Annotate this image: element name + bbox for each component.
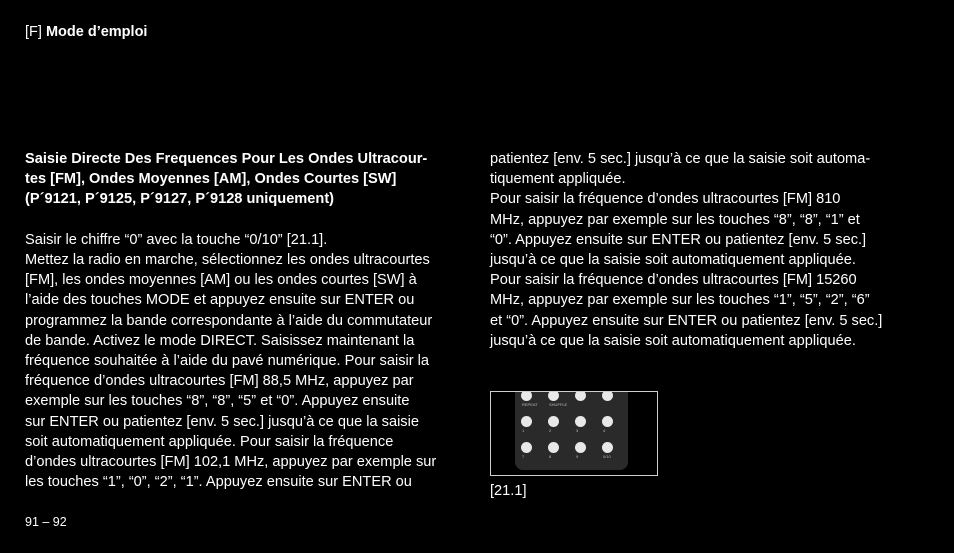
- remote-control-figure: [490, 391, 658, 476]
- text-line: d’ondes ultracourtes [FM] 102,1 MHz, appuyez par exemple sur: [25, 454, 437, 471]
- text-line: Pour saisir la fréquence d’ondes ultracourtes [FM] 15260: [490, 272, 857, 289]
- text-line: sur ENTER ou patientez [env. 5 sec.] jusqu’à ce que la saisie: [25, 413, 419, 430]
- keypad-button-label: 0/10: [603, 454, 611, 459]
- text-line: MHz, appuyez par exemple sur les touches “8”, “8”, “1” et: [490, 211, 860, 228]
- text-line: et “0”. Appuyez ensuite sur ENTER ou patientez [env. 5 sec.]: [490, 312, 883, 329]
- header-title: Mode d’emploi: [45, 24, 148, 40]
- text-line: patientez [env. 5 sec.] jusqu’à ce que la saisie soit automa-: [490, 151, 871, 167]
- text-line: exemple sur les touches “8”, “8”, “5” et “0”. Appuyez ensuite: [25, 393, 410, 410]
- page-header: [25, 22, 147, 42]
- keypad-button: [548, 391, 559, 401]
- keypad-button: [521, 391, 532, 401]
- keypad-button: [548, 416, 559, 427]
- body-text-left: [25, 230, 470, 493]
- text-line: MHz, appuyez par exemple sur les touches “1”, “5”, “2”, “6”: [490, 292, 870, 309]
- heading-line: tes [FM], Ondes Moyennes [AM], Ondes Courtes [SW]: [25, 171, 397, 188]
- text-line: programmez la bande correspondante à l’aide du commutateur: [25, 312, 433, 329]
- keypad-button-label: REPEAT: [522, 402, 538, 407]
- body-text-right: [490, 149, 915, 351]
- keypad-button-label: 7: [522, 454, 525, 459]
- keypad-button: [602, 442, 613, 453]
- header-prefix: [F]: [25, 24, 42, 40]
- left-column: [25, 149, 470, 492]
- text-line: les touches “1”, “0”, “2”, “1”. Appuyez ensuite sur ENTER ou: [25, 474, 412, 491]
- keypad-button-label: 9: [576, 454, 579, 459]
- keypad-button: [602, 391, 613, 401]
- text-line: fréquence souhaitée à l’aide du pavé numérique. Pour saisir la: [25, 353, 430, 370]
- heading-line: (P´9121, P´9125, P´9127, P´9128 uniquement): [25, 191, 335, 208]
- section-heading: [25, 149, 470, 210]
- keypad-button-label: SHUFFLE: [549, 402, 568, 407]
- text-line: [FM], les ondes moyennes [AM] ou les ondes courtes [SW] à: [25, 272, 417, 289]
- text-line: tiquement appliquée.: [490, 171, 626, 188]
- keypad-button: [548, 442, 559, 453]
- text-line: jusqu’à ce que la saisie soit automatiquement appliquée.: [490, 332, 856, 349]
- keypad-button: [521, 442, 532, 453]
- text-line: jusqu’à ce que la saisie soit automatiquement appliquée.: [490, 252, 856, 269]
- text-line: “0”. Appuyez ensuite sur ENTER ou patientez [env. 5 sec.]: [490, 231, 867, 248]
- remote-control-image: [515, 391, 628, 470]
- text-line: Saisir le chiffre “0” avec la touche “0/10” [21.1].: [25, 231, 328, 248]
- right-column: [490, 149, 915, 351]
- keypad-button: [521, 416, 532, 427]
- text-line: l’aide des touches MODE et appuyez ensuite sur ENTER ou: [25, 292, 415, 309]
- keypad-button: [575, 442, 586, 453]
- keypad-button-label: 2: [549, 428, 552, 433]
- keypad-button-label: 4: [603, 428, 606, 433]
- keypad-button: [602, 416, 613, 427]
- text-line: fréquence d’ondes ultracourtes [FM] 88,5 MHz, appuyez par: [25, 373, 414, 390]
- text-line: Mettez la radio en marche, sélectionnez les ondes ultracourtes: [25, 252, 430, 268]
- page-numbers: 91 – 92: [25, 515, 67, 529]
- text-line: de bande. Activez le mode DIRECT. Saisissez maintenant la: [25, 332, 415, 349]
- heading-line: Saisie Directe Des Frequences Pour Les Ondes Ultracour-: [25, 151, 428, 167]
- keypad-button-label: 3: [576, 428, 579, 433]
- keypad-button: [575, 416, 586, 427]
- figure-caption: [21.1]: [490, 483, 527, 499]
- text-line: Pour saisir la fréquence d’ondes ultracourtes [FM] 810: [490, 191, 841, 208]
- keypad-button: [575, 391, 586, 401]
- text-line: soit automatiquement appliquée. Pour saisir la fréquence: [25, 433, 394, 450]
- keypad-button-label: 8: [549, 454, 552, 459]
- keypad-button-label: 1: [522, 428, 525, 433]
